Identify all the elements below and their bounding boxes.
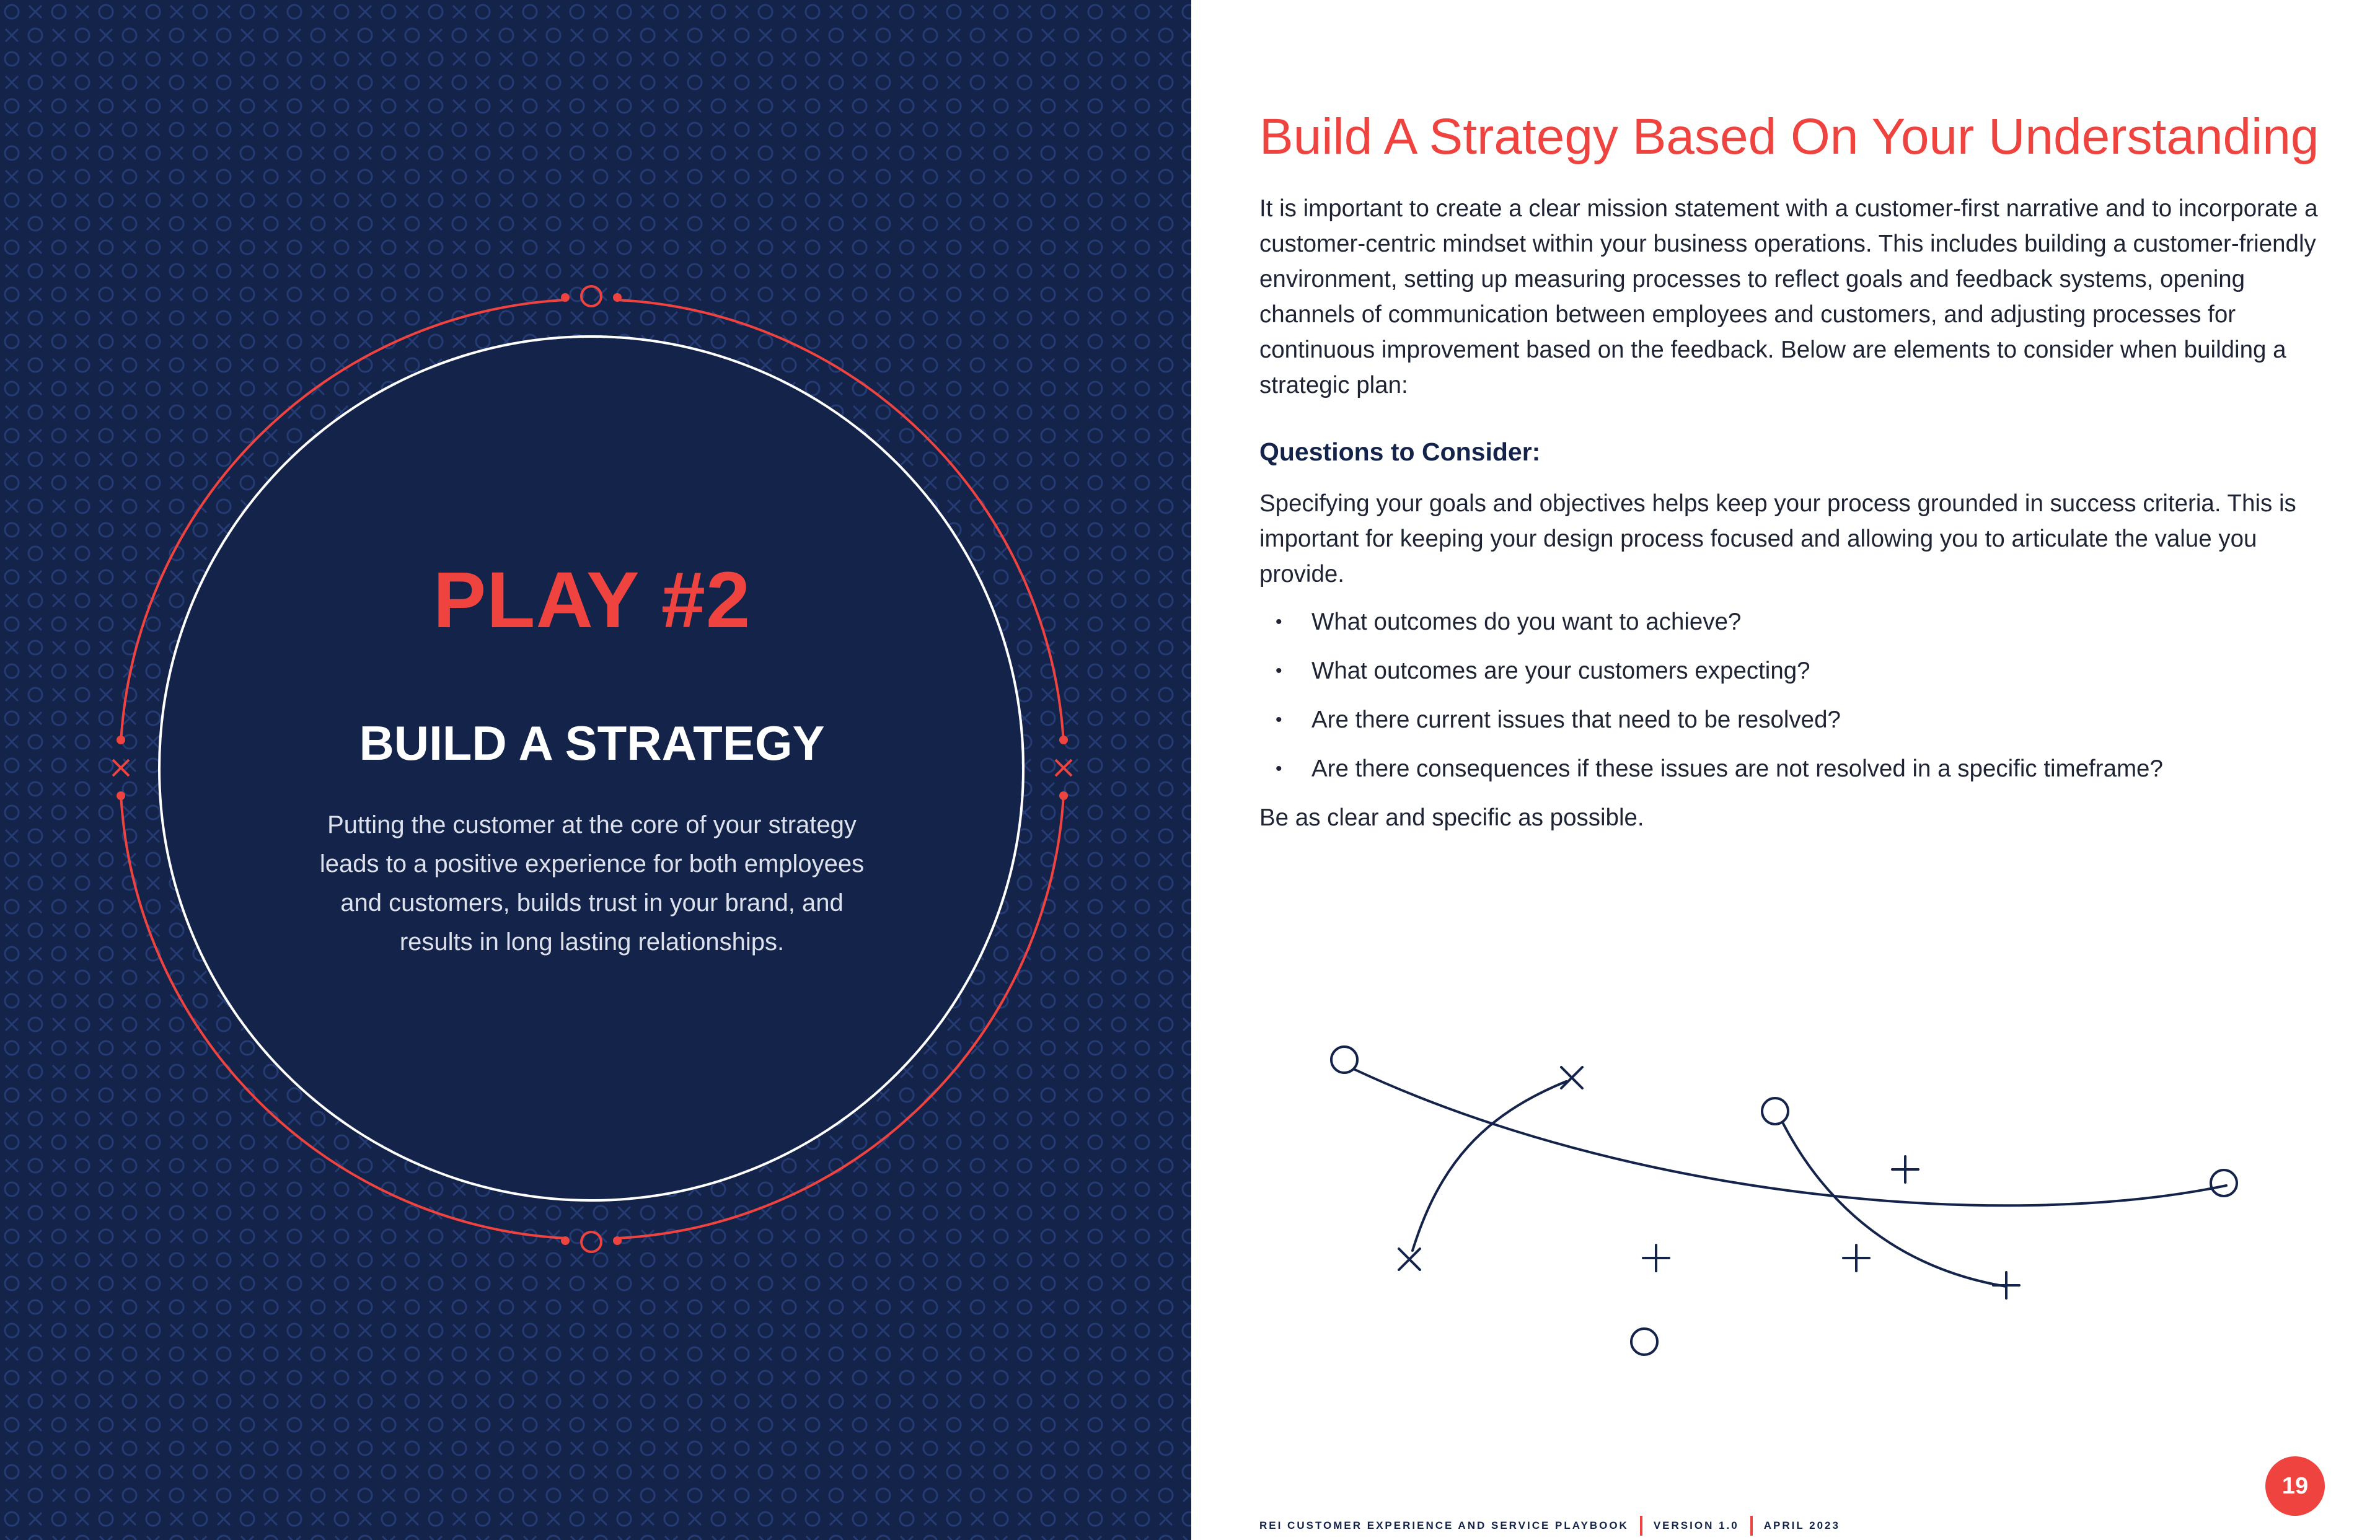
page-number-badge: 19	[2265, 1456, 2325, 1516]
footer	[1259, 1516, 1840, 1536]
list-item-text: What outcomes do you want to achieve?	[1311, 609, 1742, 635]
closing-sentence: Be as clear and specific as possible.	[1259, 804, 1644, 831]
list-item-text: Are there consequences if these issues are not resolved in a specific timeframe?	[1311, 755, 2163, 782]
intro-paragraph: It is important to create a clear mission statement with a customer-first narrative and to incorporate a customer-centric mindset within your business operations. This includes building a customer-friendly environment, setting up measuring processes to reflect goals and feedback systems, opening channels of communication between employees and customers, and adjusting processes for continuous improvement based on the feedback. Below are elements to consider when building a strategic plan:	[1259, 195, 2318, 398]
footer-divider	[1750, 1516, 1753, 1536]
bullet-icon: •	[1276, 612, 1282, 632]
questions-heading: Questions to Consider:	[1259, 438, 1541, 466]
play-description: Putting the customer at the core of your strategy leads to a positive experience for both employees and customers, builds trust in your brand, and results in long lasting relationships.	[319, 811, 865, 956]
page-title: Build A Strategy Based On Your Understanding	[1259, 108, 2319, 165]
list-item-text: Are there current issues that need to be resolved?	[1311, 706, 1841, 733]
bullet-icon: •	[1276, 661, 1282, 681]
footer-publication: REI CUSTOMER EXPERIENCE AND SERVICE PLAYBOOK	[1259, 1520, 1629, 1531]
footer-version: VERSION 1.0	[1653, 1520, 1739, 1531]
bullet-icon: •	[1276, 759, 1282, 779]
bullet-icon: •	[1276, 710, 1282, 730]
play-diagram-icon	[1191, 0, 2380, 1540]
list-item-text: What outcomes are your customers expecting?	[1311, 658, 1810, 684]
footer-divider	[1640, 1516, 1642, 1536]
play-number: PLAY #2	[433, 556, 751, 645]
content-panel	[1191, 0, 2380, 1540]
questions-paragraph: Specifying your goals and objectives helps keep your process grounded in success criteria. This is important for keeping your design process focused and allowing you to articulate the value you provide.	[1259, 490, 2296, 587]
play-title: BUILD A STRATEGY	[359, 716, 825, 770]
footer-date: APRIL 2023	[1763, 1520, 1840, 1531]
